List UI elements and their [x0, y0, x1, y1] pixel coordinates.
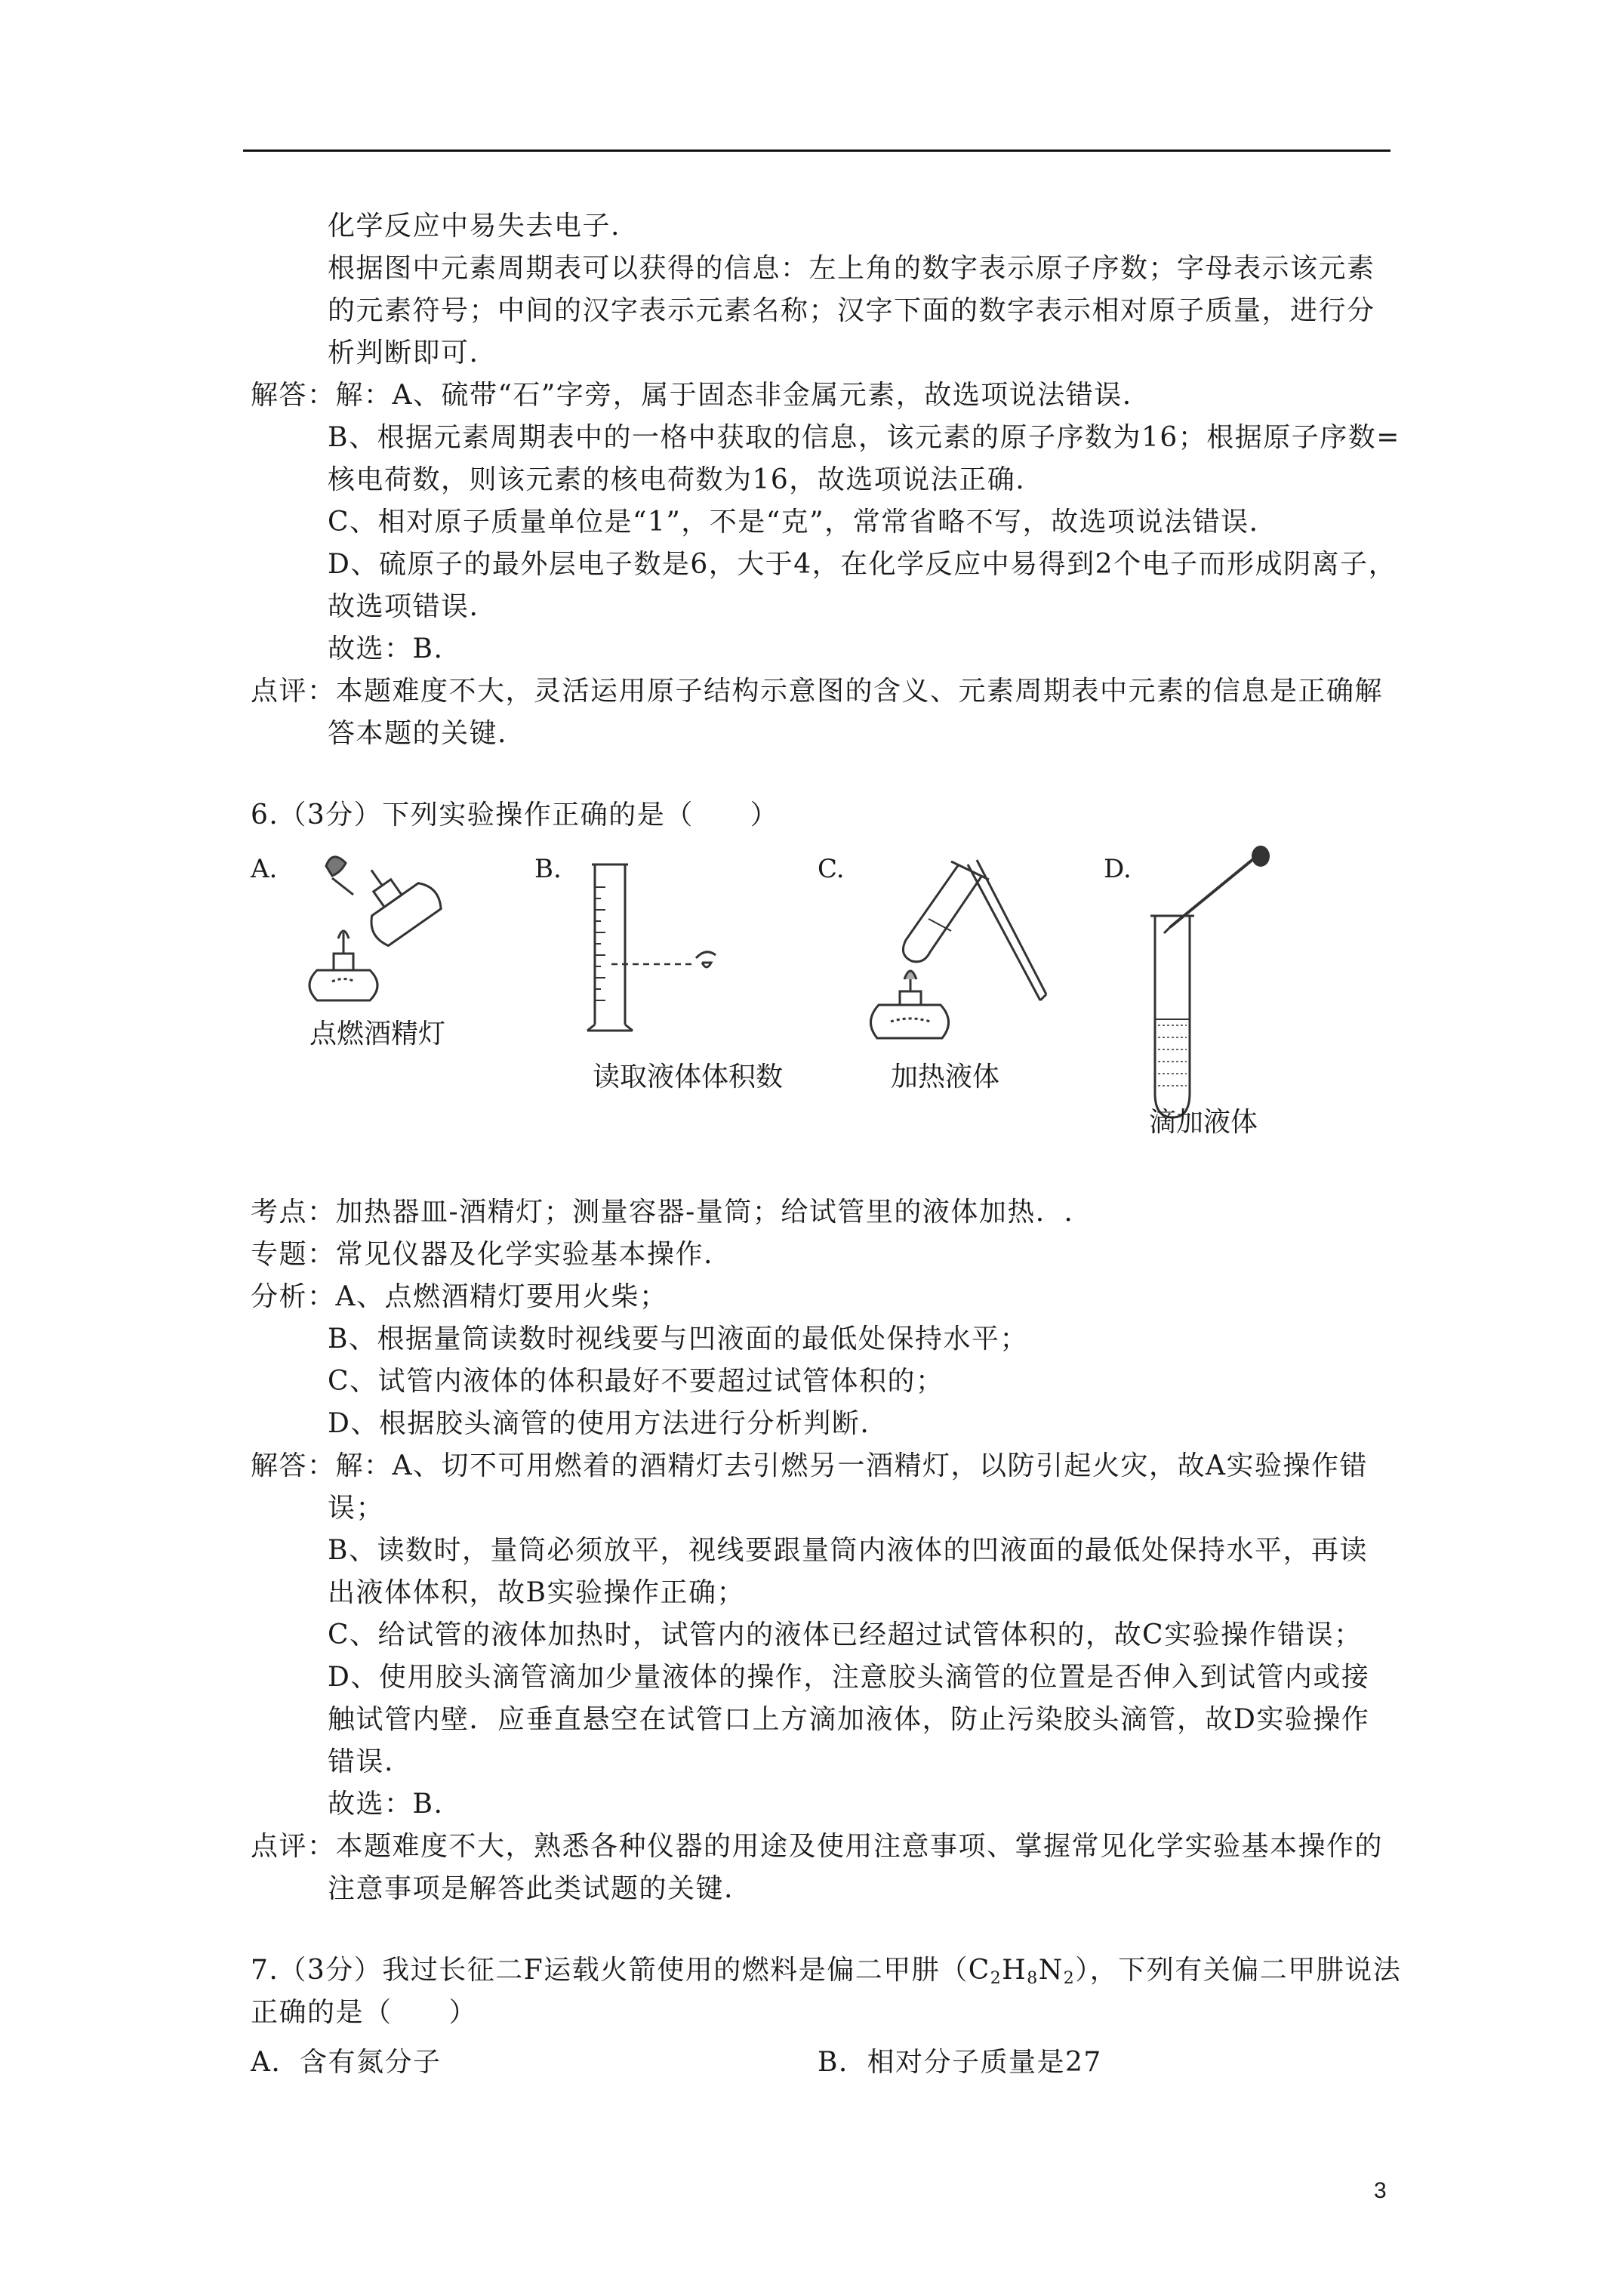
option-letter-b: B. [534, 854, 562, 884]
text-line: 故选：B. [328, 633, 444, 664]
option-a: A．含有氮分子 [251, 2047, 442, 2078]
text-line: 的元素符号；中间的汉字表示元素名称；汉字下面的数字表示相对原子质量，进行分 [328, 295, 1375, 326]
text-line: C、相对原子质量单位是“1”，不是“克”，常常省略不写，故选项说法错误. [328, 507, 1259, 538]
text-line: 根据图中元素周期表可以获得的信息：左上角的数字表示原子序数；字母表示该元素 [328, 253, 1375, 284]
text-line: 答本题的关键. [328, 718, 507, 749]
text-line: B、根据量筒读数时视线要与凹液面的最低处保持水平； [328, 1324, 1028, 1354]
option-b: B．相对分子质量是27 [818, 2047, 1102, 2078]
text-line: D、使用胶头滴管滴加少量液体的操作，注意胶头滴管的位置是否伸入到试管内或接 [328, 1662, 1370, 1693]
text-line: 析判断即可. [328, 337, 479, 368]
text-line: 故选项错误. [328, 591, 479, 622]
text-line: 核电荷数，则该元素的核电荷数为16，故选项说法正确. [328, 464, 1026, 495]
subscript: 2 [1063, 1969, 1076, 1988]
text-line: 误； [328, 1493, 385, 1524]
text-line: B、读数时，量筒必须放平，视线要跟量筒内液体的凹液面的最低处保持水平，再读 [328, 1535, 1368, 1566]
option-letter-a: A. [251, 854, 278, 884]
text-line: 点评：本题难度不大，熟悉各种仪器的用途及使用注意事项、掌握常见化学实验基本操作的 [251, 1831, 1384, 1862]
subscript: 8 [1027, 1969, 1039, 1988]
text-line: 解答：解：A、切不可用燃着的酒精灯去引燃另一酒精灯，以防引起火灾，故A实验操作错 [251, 1450, 1368, 1481]
option-caption-a: 点燃酒精灯 [310, 1019, 446, 1049]
text-line: 故选：B. [328, 1789, 444, 1820]
text-line: D、根据胶头滴管的使用方法进行分析判断. [328, 1408, 870, 1439]
text-line: 考点：加热器皿-酒精灯；测量容器-量筒；给试管里的液体加热．. [251, 1197, 1074, 1228]
option-letter-d: D. [1104, 854, 1132, 884]
text-line: 分析：A、点燃酒精灯要用火柴； [251, 1281, 668, 1312]
question-stem: 6.（3分）下列实验操作正确的是（ ） [251, 800, 779, 831]
question-stem-line2: 正确的是（ ） [251, 1997, 478, 2028]
text-line: 错误. [328, 1746, 394, 1777]
text-line: C、试管内液体的体积最好不要超过试管体积的； [328, 1366, 944, 1397]
option-letter-c: C. [818, 854, 845, 884]
subscript: 2 [990, 1969, 1002, 1988]
option-caption-c: 加热液体 [891, 1062, 1000, 1093]
reading-graduated-cylinder-icon [581, 857, 747, 1046]
text-line: 触试管内壁．应垂直悬空在试管口上方滴加液体，防止污染胶头滴管，故D实验操作 [328, 1704, 1370, 1735]
text-line: 化学反应中易失去电子. [328, 211, 621, 242]
stem-part: ），下列有关偏二甲肼说法 [1075, 1955, 1402, 1986]
stem-part: N [1038, 1955, 1064, 1986]
dropper-test-tube-icon [1140, 844, 1283, 1131]
option-caption-b: 读取液体体积数 [593, 1062, 784, 1093]
text-line: 专题：常见仪器及化学实验基本操作. [251, 1239, 713, 1270]
header-rule [243, 149, 1390, 152]
text-line: D、硫原子的最外层电子数是6，大于4，在化学反应中易得到2个电子而形成阴离子， [328, 549, 1397, 580]
heating-test-tube-icon [861, 849, 1049, 1053]
text-line: 解答：解：A、硫带“石”字旁，属于固态非金属元素，故选项说法错误. [251, 380, 1132, 411]
stem-part: 7.（3分）我过长征二F运载火箭使用的燃料是偏二甲肼（C [251, 1955, 990, 1986]
text-line: B、根据元素周期表中的一格中获取的信息，该元素的原子序数为16；根据原子序数= [328, 422, 1400, 453]
text-line: 出液体体积，故B实验操作正确； [328, 1577, 745, 1608]
lighting-alcohol-lamp-icon [287, 849, 468, 1023]
text-line: 注意事项是解答此类试题的关键. [328, 1873, 734, 1904]
text-line: 点评：本题难度不大，灵活运用原子结构示意图的含义、元素周期表中元素的信息是正确解 [251, 676, 1384, 707]
stem-part: H [1002, 1955, 1027, 1986]
page-number: 3 [1374, 2178, 1387, 2203]
option-caption-d: 滴加液体 [1149, 1107, 1258, 1138]
text-line: C、给试管的液体加热时，试管内的液体已经超过试管体积的，故C实验操作错误； [328, 1620, 1363, 1650]
